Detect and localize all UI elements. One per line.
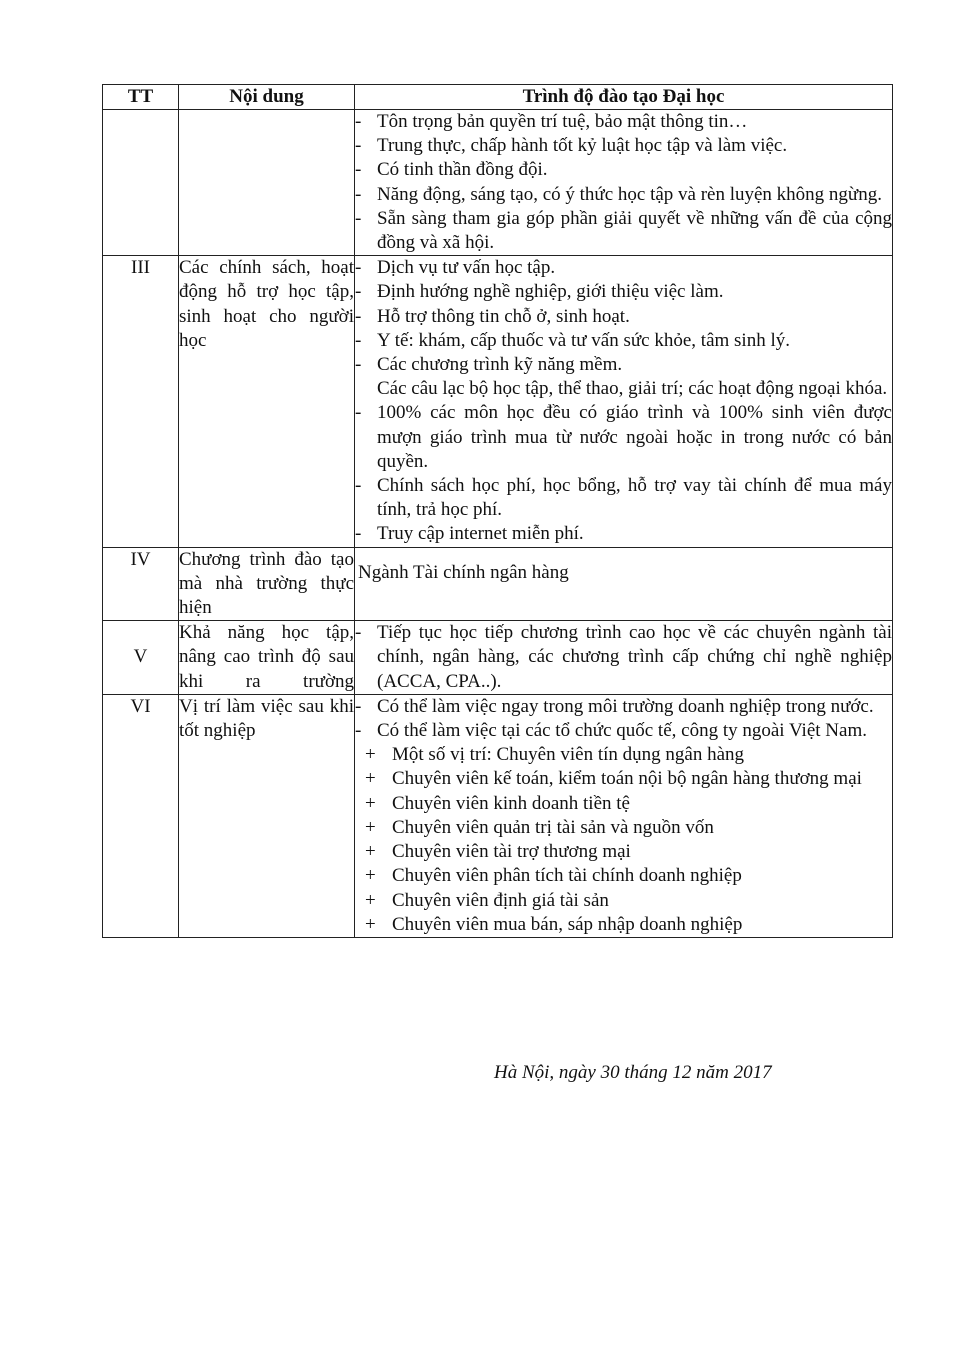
cell-content-title: Vị trí làm việc sau khi tốt nghiệp [179, 694, 355, 937]
cell-tt-empty [103, 110, 179, 256]
sub-list-item: + Chuyên viên kế toán, kiểm toán nội bộ ngân hàng thương mại [365, 768, 862, 790]
sub-list-item: + Chuyên viên kinh doanh tiền tệ [365, 792, 630, 814]
list-item: - Có tinh thần đồng đội. [355, 159, 548, 181]
list-item: - Có thể làm việc tại các tổ chức quốc tế, công ty ngoài Việt Nam. [355, 720, 867, 742]
cell-tt: VI [103, 694, 179, 937]
table-row-iii [103, 256, 893, 547]
cell-items [355, 110, 893, 256]
table-row-v [103, 621, 893, 695]
sub-list-item: + Chuyên viên mua bán, sáp nhập doanh nghiệp [365, 913, 743, 935]
sub-list-item: + Một số vị trí: Chuyên viên tín dụng ngân hàng [365, 744, 745, 766]
list-item: - 100% các môn học đều có giáo trình và 100% sinh viên được mượn giáo trình mua từ nước ngoài hoặc in trong nước có bản quyền. [355, 402, 892, 472]
cell-tt: III [103, 256, 179, 547]
list-item: - Dịch vụ tư vấn học tập. [355, 257, 556, 279]
program-name: Ngành Tài chính ngân hàng [358, 561, 569, 583]
table-row-iv [103, 547, 893, 621]
table-header-row [103, 85, 893, 110]
cell-items [355, 621, 893, 695]
sub-list-item: + Chuyên viên tài trợ thương mại [365, 841, 631, 863]
sub-list-item: + Chuyên viên quản trị tài sản và nguồn vốn [365, 816, 714, 838]
list-item: - Năng động, sáng tạo, có ý thức học tập và rèn luyện không ngừng. [355, 183, 882, 205]
signature-date: Hà Nội, ngày 30 tháng 12 năm 2017 [494, 1062, 772, 1083]
header-level: Trình độ đào tạo Đại học [355, 85, 893, 110]
list-item: - Tôn trọng bản quyền trí tuệ, bảo mật thông tin… [355, 111, 748, 132]
header-content: Nội dung [179, 85, 355, 110]
list-item: - Hỗ trợ thông tin chỗ ở, sinh hoạt. [355, 305, 630, 327]
cell-content-title: Khả năng học tập, nâng cao trình độ sau khi ra trường [179, 621, 355, 695]
table-row-continued [103, 110, 893, 256]
sub-list-item: + Chuyên viên phân tích tài chính doanh nghiệp [365, 865, 742, 887]
list-item: - Có thể làm việc ngay trong môi trường doanh nghiệp trong nước. [355, 695, 874, 717]
list-item: - Tiếp tục học tiếp chương trình cao học về các chuyên ngành tài chính, ngân hàng, các chương trình cấp chứng chỉ nghề nghiệp (ACCA, CPA..). [355, 622, 892, 692]
list-item: - Các chương trình kỹ năng mềm. [355, 354, 623, 376]
list-item: - Truy cập internet miễn phí. [355, 523, 584, 545]
cell-program [355, 547, 893, 621]
list-item: - Y tế: khám, cấp thuốc và tư vấn sức khỏe, tâm sinh lý. [355, 329, 790, 351]
header-tt: TT [103, 85, 179, 110]
sub-list-item: + Chuyên viên định giá tài sản [365, 889, 609, 911]
list-item: - Chính sách học phí, học bổng, hỗ trợ vay tài chính để mua máy tính, trả học phí. [355, 475, 892, 521]
list-item: - Định hướng nghề nghiệp, giới thiệu việc làm. [355, 281, 724, 303]
cell-items [355, 694, 893, 937]
cell-items [355, 256, 893, 547]
cell-tt: IV [103, 547, 179, 621]
cell-content-empty [179, 110, 355, 256]
program-info-table [102, 84, 893, 938]
list-item: Các câu lạc bộ học tập, thể thao, giải trí; các hoạt động ngoại khóa. [377, 378, 888, 400]
cell-content-title: Chương trình đào tạo mà nhà trường thực hiện [179, 547, 355, 621]
list-item: - Trung thực, chấp hành tốt kỷ luật học tập và làm việc. [355, 135, 788, 157]
cell-content-title: Các chính sách, hoạt động hỗ trợ học tập, sinh hoạt cho người học [179, 256, 355, 547]
cell-tt: V [103, 621, 179, 695]
table-row-vi [103, 694, 893, 937]
list-item: - Sẵn sàng tham gia góp phần giải quyết về những vấn đề của cộng đồng và xã hội. [355, 207, 892, 254]
